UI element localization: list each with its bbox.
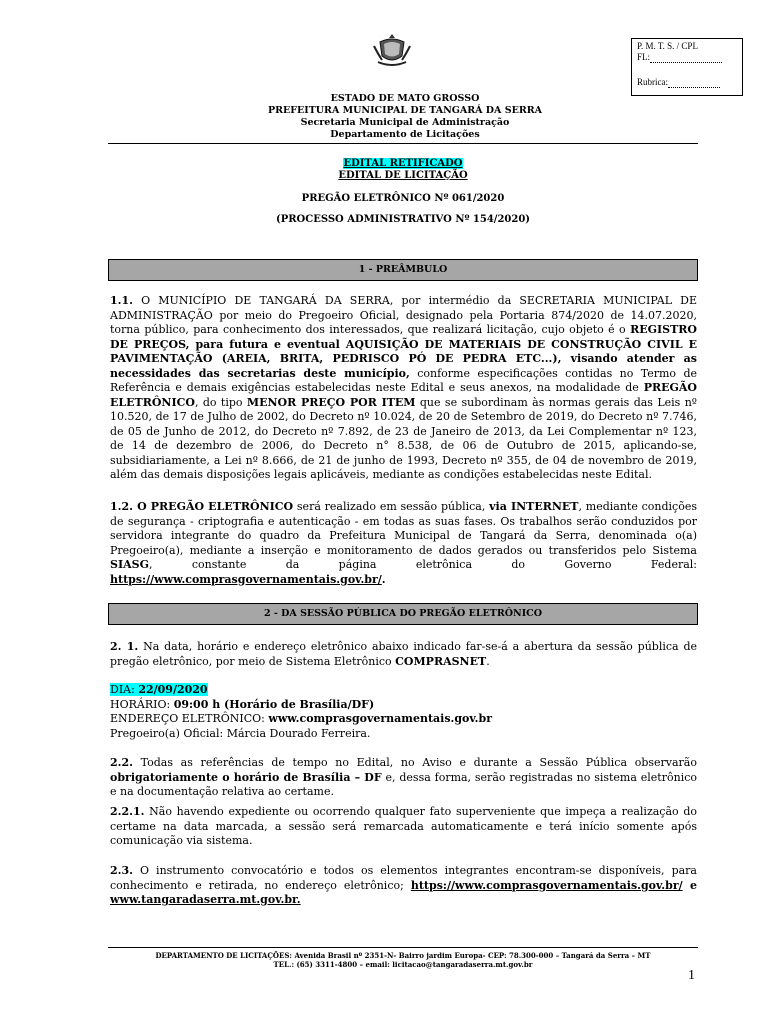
stamp-line-fl	[637, 52, 737, 63]
p2-1-comprasnet: COMPRASNET	[395, 654, 487, 668]
p1-2-text-a: será realizado em sessão pública,	[293, 500, 490, 513]
footer-address: DEPARTAMENTO DE LICITAÇÕES: Avenida Brasil nº 2351-N- Bairro jardim Europa- CEP: 78.300-000 – Tangará da Serra – MT	[155, 951, 651, 960]
link-tangaradaserra[interactable]: www.tangaradaserra.mt.gov.br.	[110, 893, 301, 906]
p1-1-modality: PREGÃO ELETRÔNICO	[110, 381, 697, 409]
paragraph-2-2	[110, 756, 697, 800]
link-comprasgovernamentais-1[interactable]: https://www.comprasgovernamentais.gov.br/	[110, 572, 382, 586]
header-secretaria: Secretaria Municipal de Administração	[300, 117, 510, 128]
p2-2-1-text: Não havendo expediente ou ocorrendo qualquer fato superveniente que impeça a realização do certame na data marcada, a sessão será remarcada automaticamente e terá início somente após comunicação via sistema.	[110, 805, 697, 847]
stamp-line-cpl: P. M. T. S. / CPL	[637, 41, 698, 51]
session-pregoeiro-row: Pregoeiro(a) Oficial: Márcia Dourado Ferreira.	[110, 726, 371, 740]
dia-label: DIA:	[110, 683, 139, 696]
paragraph-1-2	[110, 500, 697, 587]
p2-2-text-a: Todas as referências de tempo no Edital, no Aviso e durante a Sessão Pública observarão	[132, 756, 697, 769]
session-details	[110, 683, 697, 741]
section-2-header: 2 - DA SESSÃO PÚBLICA DO PREGÃO ELETRÔNICO	[108, 603, 698, 625]
p1-1-text-c: conforme especificações contidas no Termo de Referência e demais exigências estabelecidas neste Edital e seus anexos, na modalidade de	[110, 366, 698, 394]
document-titles	[108, 158, 698, 226]
session-time-row	[110, 698, 697, 713]
dia-value: 22/09/2020	[138, 683, 208, 696]
title-processo: (PROCESSO ADMINISTRATIVO Nº 154/2020)	[275, 214, 531, 225]
p1-2-internet: via INTERNET	[489, 500, 579, 513]
paragraph-2-2-1	[110, 805, 697, 849]
protocol-stamp-box	[631, 38, 743, 96]
p2-2-text-c: e, dessa forma, serão registradas no sistema eletrônico e na documentação relativa ao certame.	[110, 770, 697, 798]
p1-2-siasg: SIASG	[110, 558, 149, 571]
p1-1-object: REGISTRO DE PREÇOS, para futura e eventual AQUISIÇÃO DE MATERIAIS DE CONSTRUÇÃO CIVIL E PAVIMENTAÇÃO (AREIA, BRITA, PEDRISCO PÓ DE PEDRA ETC...), visando atender as necessidades das secretarias deste município,	[110, 323, 697, 380]
p1-1-type: MENOR PREÇO POR ITEM	[246, 395, 416, 409]
p2-3-number: 2.3.	[110, 864, 133, 877]
p2-3-text-a: O instrumento convocatório e todos os elementos integrantes encontram-se disponíveis, para conhecimento e retirada, no endereço eletrônico;	[110, 864, 697, 892]
p1-2-number: 1.2. O PREGÃO ELETRÔNICO	[110, 500, 294, 513]
p1-2-text-e: , constante da página eletrônica do Governo Federal:	[148, 558, 697, 571]
title-pregao: PREGÃO ELETRÔNICO Nº 061/2020	[301, 193, 505, 204]
page-footer	[108, 951, 698, 969]
p2-2-number: 2.2.	[110, 756, 133, 769]
title-edital: EDITAL DE LICITAÇÃO	[338, 170, 468, 181]
p1-1-text-g: que se subordinam às normas gerais das Leis nº 10.520, de 17 de Julho de 2002, do Decreto nº 10.024, de 20 de Setembro de 2019, do Decreto nº 7.746, de 05 de Junho de 2012, do Decreto nº 7.892, de 23 de Janeiro de 2013, da Lei Complementar nº 123, de 14 de dezembro de 2006, do Decreto n° 8.538, de 06 de Outubro de 2015, aplicando-se, subsidiariamente, a Lei nº 8.666, de 21 de junho de 1993, Decreto nº 355, de 04 de novembro de 2019, além das demais disposições legais aplicáveis, mediante as condições estabelecidas neste Edital.	[110, 395, 697, 481]
footer-contact: TEL.: (65) 3311-4800 – email: licitacao@tangaradaserra.mt.gov.br	[273, 960, 533, 969]
header-state: ESTADO DE MATO GROSSO	[330, 93, 480, 104]
p1-1-text-a: O MUNICÍPIO DE TANGARÁ DA SERRA, por intermédio da SECRETARIA MUNICIPAL DE ADMINISTRAÇÃO por meio do Pregoeiro Oficial, designado pela Portaria 874/2020 de 14.07.2020, torna público, para conhecimento dos interessados, que realizará licitação, cujo objeto é o	[110, 294, 697, 336]
horario-value: 09:00 h (Horário de Brasília/DF)	[173, 697, 375, 711]
horario-label: HORÁRIO:	[110, 697, 174, 711]
session-date-row	[110, 683, 697, 698]
header-divider	[108, 143, 698, 144]
footer-divider	[108, 947, 698, 948]
p1-2-end: .	[381, 572, 386, 586]
p2-2-brasilia: obrigatoriamente o horário de Brasília – DF	[110, 770, 382, 784]
paragraph-1-1	[110, 294, 697, 483]
paragraph-2-3	[110, 864, 697, 908]
p1-2-text-c: , mediante condições de segurança - criptografia e autenticação - em todas as suas fases. Os trabalhos serão conduzidos por servidora integrante do quadro da Prefeitura Municipal de Tangará da Serra, denominada o(a) Pregoeiro(a), mediante a inserção e monitoramento de dados gerados ou transferidos pelo Sistema	[110, 500, 697, 557]
paragraph-2-1	[110, 640, 697, 669]
stamp-fl-label: FL:	[637, 52, 651, 62]
page-number: 1	[688, 968, 695, 983]
municipal-crest-icon	[372, 32, 412, 68]
document-header	[200, 93, 610, 141]
stamp-line-rubrica	[637, 77, 737, 88]
p2-2-1-number: 2.2.1.	[110, 805, 145, 818]
title-retificado: EDITAL RETIFICADO	[343, 158, 463, 169]
session-address-row	[110, 712, 697, 727]
p2-1-text-a: Na data, horário e endereço eletrônico abaixo indicado far-se-á a abertura da sessão pública de pregão eletrônico, por meio de Sistema Eletrônico	[110, 640, 698, 668]
section-1-header: 1 - PREÂMBULO	[108, 259, 698, 281]
stamp-rubrica-label: Rubrica:	[637, 77, 668, 87]
p1-1-number: 1.1.	[110, 294, 133, 307]
p2-1-number: 2. 1.	[110, 640, 139, 653]
p2-3-and: e	[682, 878, 697, 892]
p1-1-text-e: , do tipo	[194, 395, 247, 409]
header-prefeitura: PREFEITURA MUNICIPAL DE TANGARÁ DA SERRA	[267, 105, 542, 116]
link-comprasgovernamentais-2[interactable]: https://www.comprasgovernamentais.gov.br/	[410, 878, 683, 892]
p2-1-end: .	[486, 654, 490, 668]
endereco-value: www.comprasgovernamentais.gov.br	[268, 712, 492, 725]
endereco-label: ENDEREÇO ELETRÔNICO:	[110, 712, 269, 725]
header-departamento: Departamento de Licitações	[330, 129, 480, 140]
